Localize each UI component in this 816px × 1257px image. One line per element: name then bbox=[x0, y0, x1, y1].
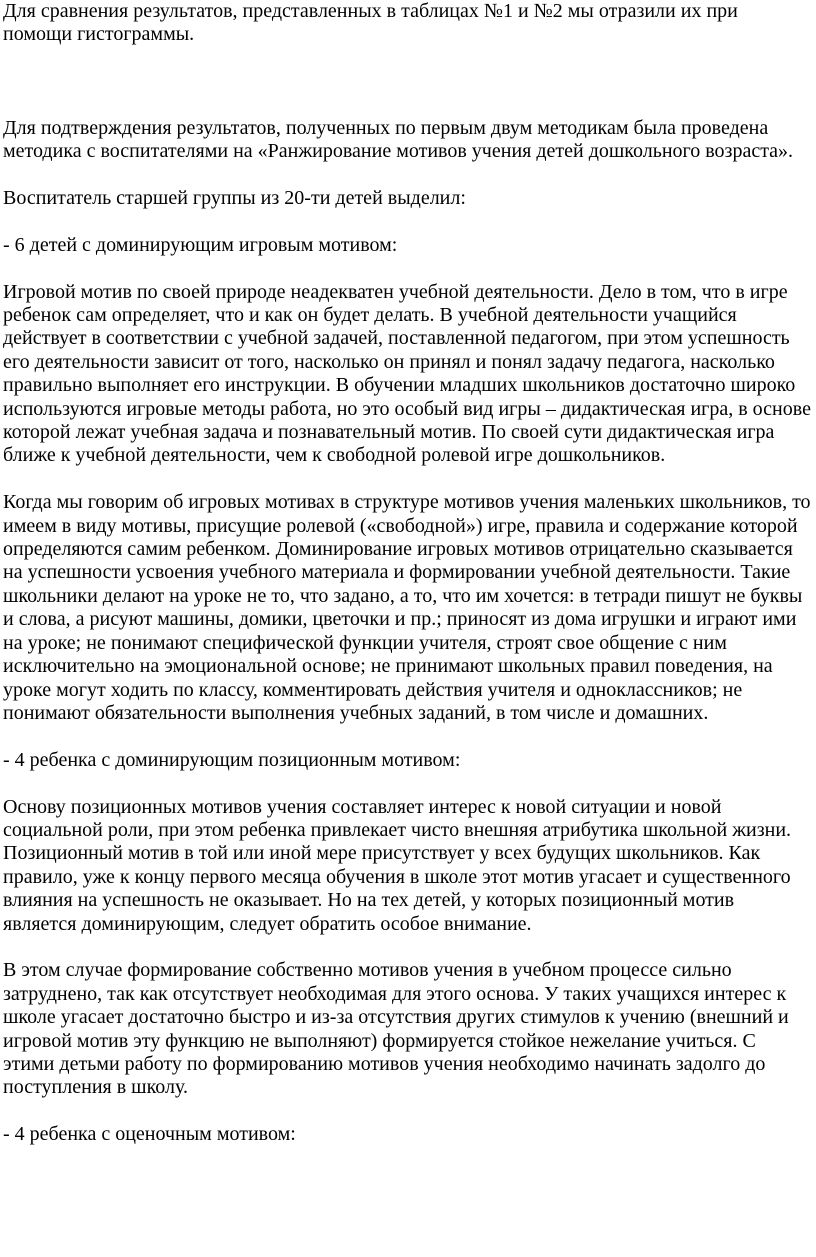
document-body bbox=[3, 0, 811, 1147]
paragraph-positional-consequences: В этом случае формирование собственно мотивов учения в учебном процессе сильно затруднено, так как отсутствует необходимая для этого основа. У таких учащихся интерес к школе угасает достаточно быстро и из-за отсутствия других стимулов к учению (внешний и игровой мотив эту функцию не выполняют) формируется стойкое нежелание учиться. С этими детьми работу по формированию мотивов учения необходимо начинать задолго до поступления в школу. bbox=[3, 959, 789, 1099]
paragraph-intro: Для сравнения результатов, представленных в таблицах №1 и №2 мы отразили их при помощи гистограммы. bbox=[3, 0, 738, 46]
paragraph-game-motives-structure: Когда мы говорим об игровых мотивах в структуре мотивов учения маленьких школьников, то имеем в виду мотивы, присущие ролевой («свободной») игре, правила и содержание которой определяются самим ребенком. Доминирование игровых мотивов отрицательно сказывается на успешности усвоения учебного материала и формировании учебной деятельности. Такие школьники делают на уроке не то, что задано, а то, что им хочется: в тетради пишут не буквы и слова, а рисуют машины, домики, цветочки и пр.; приносят из дома игрушки и играют ими на уроке; не понимают специфической функции учителя, строят свое общение с ним исключительно на эмоциональной основе; не принимают школьных правил поведения, на уроке могут ходить по классу, комментировать действия учителя и одноклассников; не понимают обязательности выполнения учебных заданий, в том числе и домашних. bbox=[3, 491, 811, 724]
list-item-positional-motive: - 4 ребенка с доминирующим позиционным мотивом: bbox=[3, 748, 461, 771]
paragraph-method-confirmation: Для подтверждения результатов, полученных по первым двум методикам была проведена методика с воспитателями на «Ранжирование мотивов учения детей дошкольного возраста». bbox=[3, 116, 794, 163]
paragraph-game-motive: Игровой мотив по своей природе неадекватен учебной деятельности. Дело в том, что в игре ребенок сам определяет, что и как он будет делать. В учебной деятельности учащийся действует в соответствии с учебной задачей, поставленной педагогом, при этом успешность его деятельности зависит от того, насколько он принял и понял задачу педагога, насколько правильно выполняет его инструкции. В обучении младших школьников достаточно широко используются игровые методы работа, но это особый вид игры – дидактическая игра, в основе которой лежат учебная задача и познавательный мотив. По своей сути дидактическая игра ближе к учебной деятельности, чем к свободной ролевой игре дошкольников. bbox=[3, 280, 811, 467]
paragraph-teacher-senior-group: Воспитатель старшей группы из 20-ти детей выделил: bbox=[3, 187, 466, 210]
paragraph-positional-motive: Основу позиционных мотивов учения составляет интерес к новой ситуации и новой социальной роли, при этом ребенка привлекает чисто внешняя атрибутика школьной жизни. Позиционный мотив в той или иной мере присутствует у всех будущих школьников. Как правило, уже к концу первого месяца обучения в школе этот мотив угасает и существенного влияния на успешность не оказывает. Но на тех детей, у которых позиционный мотив является доминирующим, следует обратить особое внимание. bbox=[3, 795, 792, 935]
list-item-evaluative-motive: - 4 ребенка с оценочным мотивом: bbox=[3, 1123, 296, 1146]
list-item-game-motive: - 6 детей с доминирующим игровым мотивом: bbox=[3, 233, 398, 256]
